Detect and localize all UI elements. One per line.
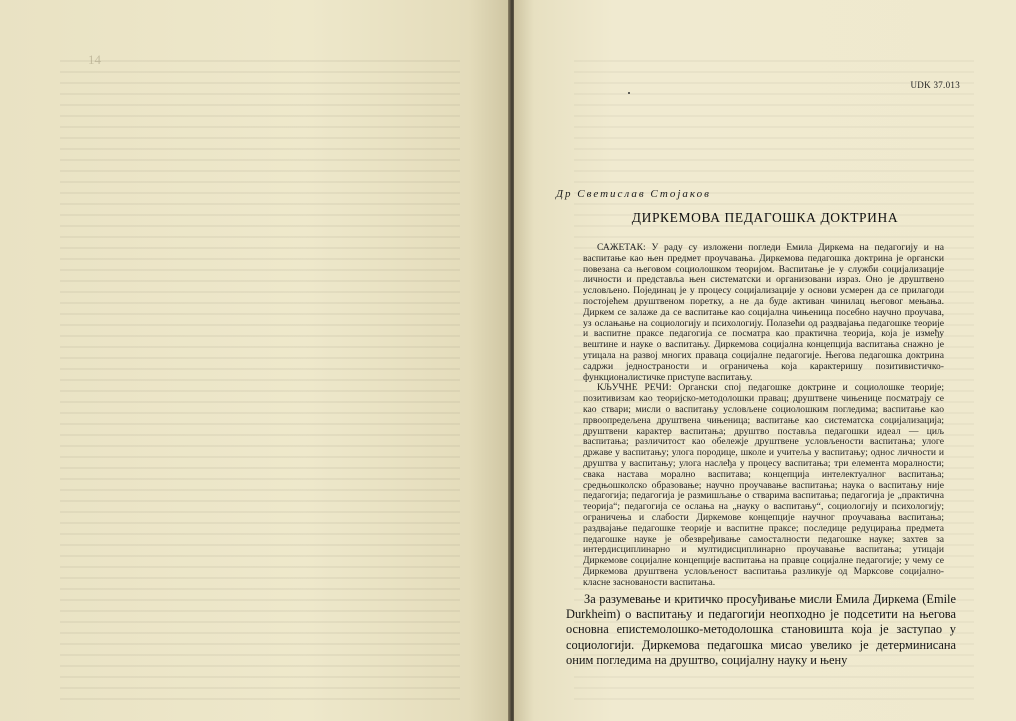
udk-code: UDK 37.013	[910, 80, 960, 90]
article-title: ДИРКЕМОВА ПЕДАГОШКА ДОКТРИНА	[631, 210, 899, 225]
abstract-block	[583, 243, 944, 589]
ink-speck	[628, 92, 630, 94]
right-page	[514, 0, 1016, 721]
abstract-text: САЖЕТАК: У раду су изложени погледи Емила Диркема на педагогију и на васпитање као њен предмет проучавања. Диркемова педагошка доктрина је органски повезана са његовом социолошком теоријом. Васпитање је у служби социјализације личности и представља њен систематски и организовани израз. Оно је друштвено условљено. Појединац је у процесу социјализације у основи усмерен да се прилагоди постојећем друштвеном поретку, а не да буде активан чинилац његовог мењања. Диркем се залаже да се васпитање као социјална чињеница посебно научно проучава, уз ослањање на социологију и психологију. Полазећи од раздвајања педагошке теорије и васпитне праксе педагогија се посматра као практична теорија, која је између вештине и науке о васпитању. Диркемова социјална концепција васпитања снажно је утицала на развој многих праваца социјалне педагогије. Његова педагошка доктрина садржи једностраности и ограничења која карактеришу позитивистичко-функционалистичке приступе васпитању.	[583, 242, 944, 383]
show-through-text	[60, 60, 460, 700]
body-paragraph: За разумевање и критичко просуђивање мисли Емила Диркема (Emile Durkheim) о васпитању и педагогији неопходно је подсетити на његова основна епистемолошко-методолошка становишта која је заступао у социологији. Диркемова педагошка мисао увелико је детерминисана оним погледима на друштво, социјалну науку и њену	[566, 592, 956, 667]
article-author: Др Светислав Стојаков	[556, 188, 711, 200]
body-text-block	[566, 592, 956, 668]
left-page-number: 14	[88, 52, 101, 67]
keywords-text: КЉУЧНЕ РЕЧИ: Органски спој педагошке доктрине и социолошке теорије; позитивизам као теоријско-методолошки правац; друштвене чињенице посматрају се као ствари; мисли о васпитању условљене социолошким погледима; васпитање као првоопредељена друштвена чињеница; васпитање као систематска социјализација; друштвени карактер васпитања; друштво поставља педагошки идеал — циљ васпитања; различитост као обележје друштвене условљености васпитања; улоге државе у васпитању; улога породице, школе и учитеља у васпитању; однос личности и друштва у васпитању; улога наслеђа у процесу васпитања; три елемента моралности; свака настава морално васпитава; концепција интелектуалног васпитања; средњошколско образовање; научно проучавање васпитања; наука о васпитању није педагогија; педагогија је размишљање о стварима васпитања; педагогија је „практична теорија“; педагогија се ослања на „науку о васпитању“, социологију и психологију; ограничења и слабости Диркемове концепције научног проучавања васпитања; раздвајање педагошке теорије и васпитне праксе; последице редуцирања предмета педагошке науке је обезвређивање самосталности педагошке науке; захтев за интердисциплинарно и мултидисциплинарно проучавање васпитања; утицаји Диркемове социјалне концепције васпитања на правце социјалне педагогије; у чему се Диркемова друштвена условљеност васпитања разликује од Марксове социјално-класне заснованости васпитања.	[583, 382, 944, 588]
